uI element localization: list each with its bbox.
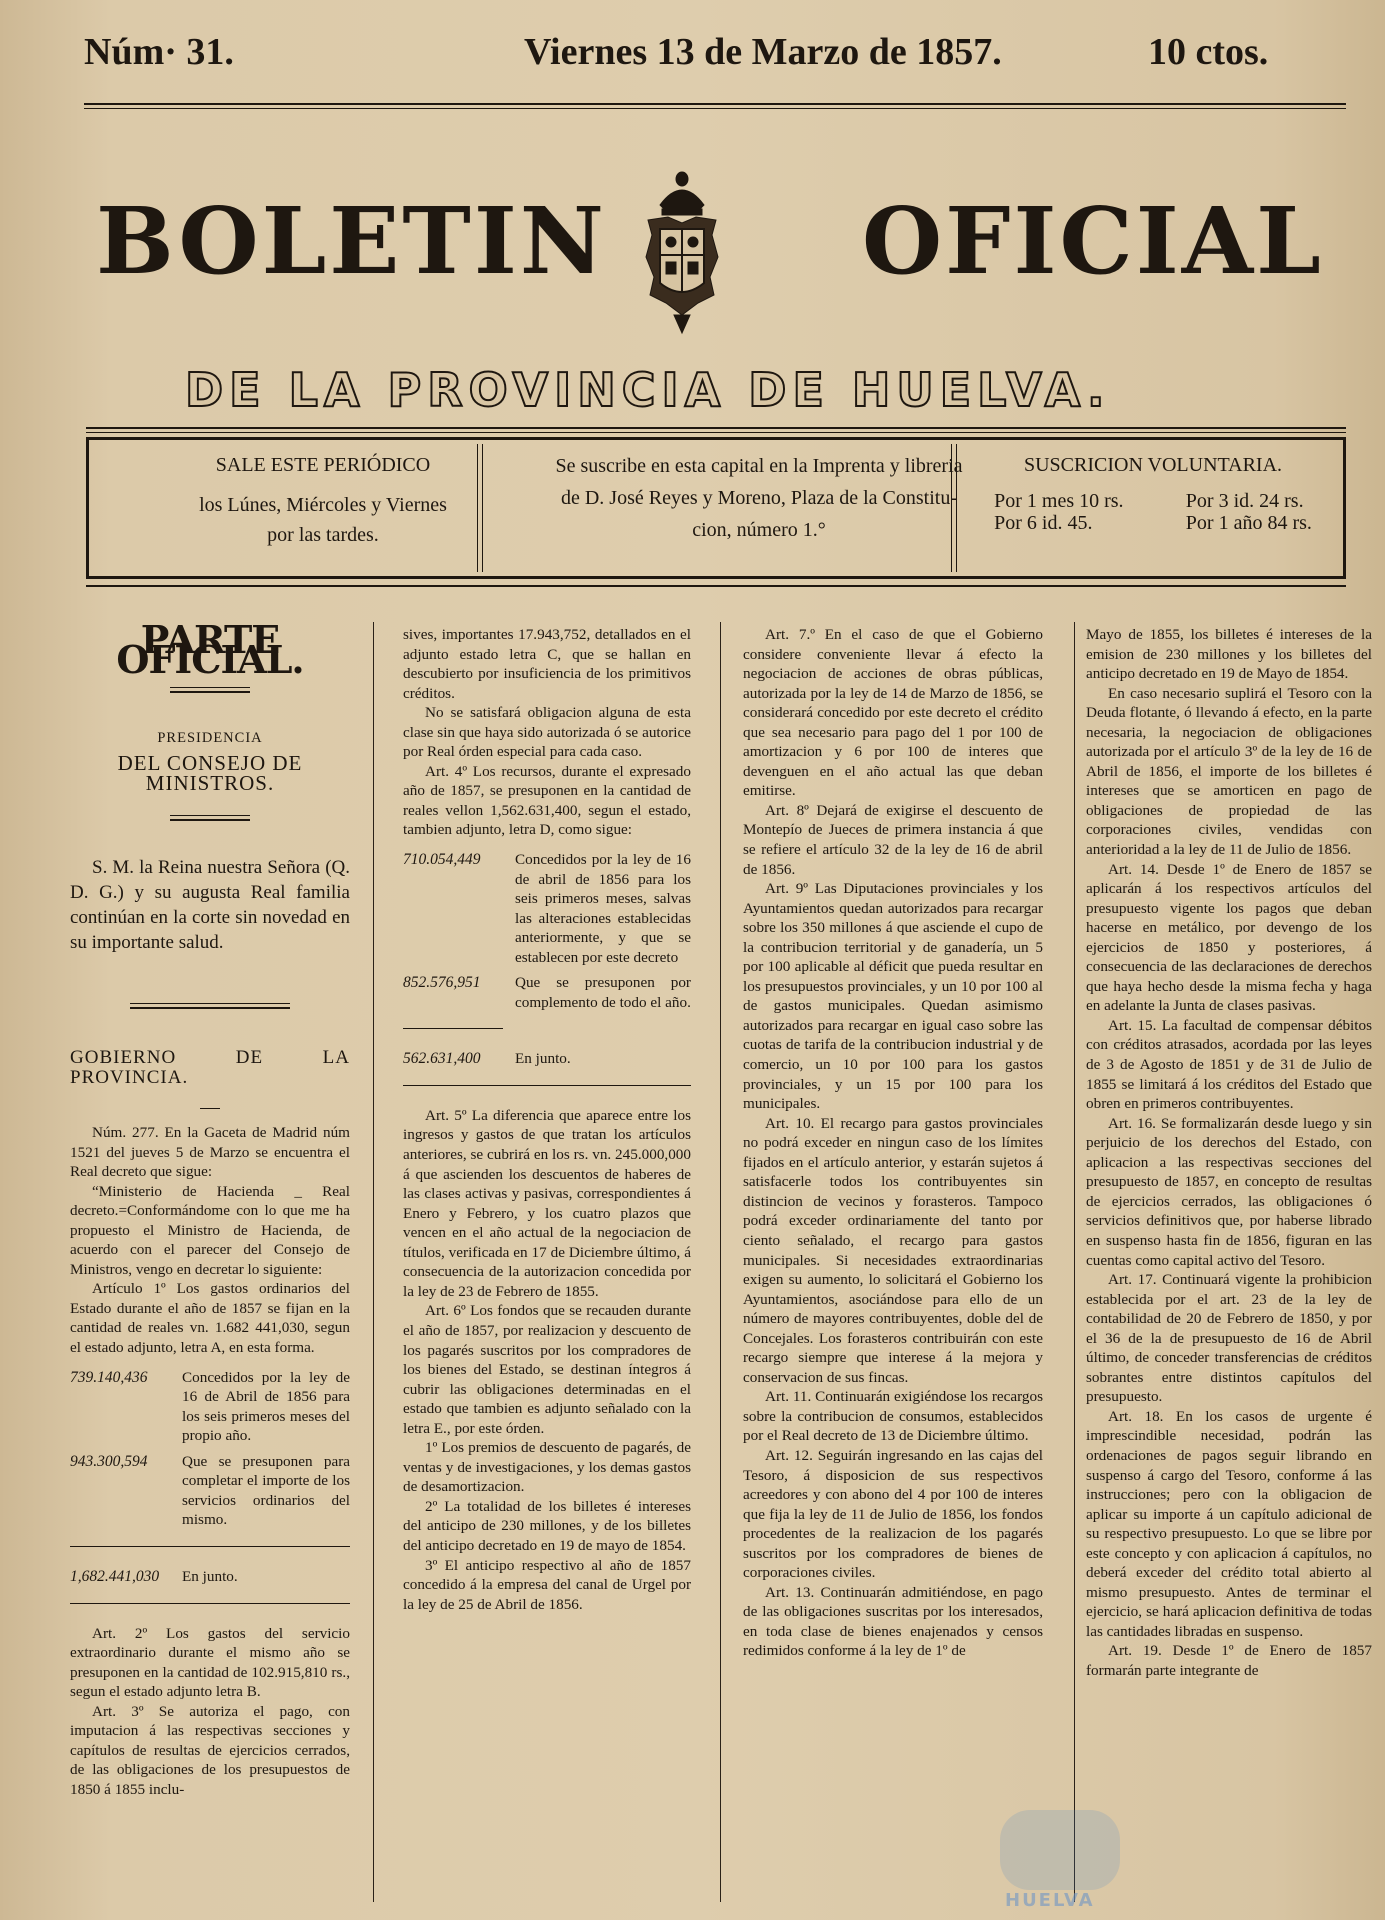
place-line-2: de D. José Reyes y Moreno, Plaza de la Constitu- <box>560 487 958 509</box>
revenue-row <box>403 850 691 967</box>
paragraph: Art. 19. Desde 1º de Enero de 1857 formarán parte integrante de <box>1086 1642 1372 1679</box>
paragraph: Art. 9º Las Diputaciones provinciales y los Ayuntamientos quedan autorizados para recargar sobre los 350 millones á que asciende el cupo de la contribucion territorial y de ganadería, un 5 por 100 aplicable al déficit que pueda resultar en los presupuestos provinciales, y un 10 por 100 al de gastos municipales. Quedan asimismo autorizados para recargar en igual caso sobre las cuotas de tarifa de la contribucion industrial y de comercio, un 10 por 100 para los gastos provinciales, y un 15 por 100 para los municipales. <box>743 880 1043 1113</box>
paragraph: 2º La totalidad de los billetes é intereses del anticipo de 230 millones, y de los billetes del anticipo decretado en 19 de mayo de 1854. <box>403 1497 691 1554</box>
schedule-title: SALE ESTE PERIÓDICO <box>215 454 431 476</box>
paragraph: Art. 14. Desde 1º de Enero de 1857 se aplicarán á los respectivos artículos del presupuesto vigente los pagos que deban hacerse en metálico, por devengo de los ejercicios de 1850 y posteriores, á consecuencia de las declaraciones de derechos que haya hecho desde la misma fecha y haga en adelante la Junta de clases pasivas. <box>1086 860 1372 1015</box>
budget-description: Que se presuponen para completar el importe de los servicios ordinarios del mismo. <box>182 1452 350 1529</box>
paragraph: Art. 3º Se autoriza el pago, con imputacion á las respectivas secciones y capítulos de resultas de ejercicios cerrados, de las obligaciones de los presupuestos de 1850 á 1855 inclu- <box>70 1702 350 1798</box>
ornament <box>70 1095 350 1115</box>
schedule-time: por las tardes. <box>267 524 379 546</box>
paragraph: Art. 2º Los gastos del servicio extraordinario durante el mismo año se presuponen en la cantidad de 102.915,810 rs., segun el estado adjunto letra B. <box>70 1624 350 1701</box>
masthead-line <box>84 30 1345 80</box>
masthead-rule-thin <box>84 108 1346 109</box>
price-1-month: Por 1 mes 10 rs. <box>994 490 1124 512</box>
revenue-total-label: En junto. <box>515 1050 571 1068</box>
paragraph: Art. 15. La facultad de compensar débitos con créditos atrasados, acordada por las leyes de 3 de Agosto de 1851 y de 31 de Julio de 1855 se limitará á los créditos del Estado que obren en primeros contribuyentes. <box>1086 1016 1372 1113</box>
budget-description: Concedidos por la ley de 16 de Abril de 1856 para los seis primeros meses del propio año. <box>182 1368 350 1445</box>
paragraph: Art. 5º La diferencia que aparece entre los ingresos y gastos de que tratan los artículos anteriores, se cubrirá en los rs. vn. 245.000,000 á que ascienden los descuentos de haberes de las clases activas y pasivas, correspondientes á Enero y Febrero, y los cuatro plazos que vencen en el año actual de la negociacion de títulos, verificada en 17 de Diciembre último, á consecuencia de la autorizacion concedida por la ley de 23 de Febrero de 1855. <box>403 1106 691 1300</box>
budget-row <box>70 1452 350 1530</box>
revenue-amount: 852.576,951 <box>403 974 481 992</box>
column-rule-3 <box>1074 622 1075 1902</box>
paragraph: Mayo de 1855, los billetes é intereses de la emision de 230 millones y los billetes del anticipo decretado en 19 de Mayo de 1854. <box>1086 626 1372 683</box>
revenue-amount: 710.054,449 <box>403 851 481 869</box>
paragraph: En caso necesario suplirá el Tesoro con la Deuda flotante, ó llevando á efecto, en la parte necesaria, la negociacion de obligaciones autorizada por el artículo 3º de la ley de 16 de Abril de 1856, el importe de los billetes é intereses que se amorticen en pago de obligaciones de propiedad de las corporaciones civiles, vendidas con anterioridad a la ley de 11 de Julio de 1856. <box>1086 684 1372 859</box>
revenue-description: Que se presuponen por complemento de todo el año. <box>515 974 691 1011</box>
revenue-row <box>403 973 691 1012</box>
budget-amount: 943.300,594 <box>70 1452 148 1470</box>
issue-date: Viernes 13 de Marzo de 1857. <box>524 31 1002 73</box>
paragraph: No se satisfará obligacion alguna de esta clase sin que haya sido autorizada ó se autorice por Real órden especial para cada caso. <box>403 704 691 761</box>
prices-title: SUSCRICION VOLUNTARIA. <box>1023 454 1283 476</box>
budget-total-amount: 1,682.441,030 <box>70 1567 160 1585</box>
info-bottom-rule <box>86 585 1346 587</box>
revenue-description: Concedidos por la ley de 16 de abril de 1856 para los seis primeros meses, salvas las alteraciones establecidas anteriormente, y que se establecen por este decreto <box>515 851 691 966</box>
archive-stamp-label: HUELVA <box>1005 1890 1095 1911</box>
issue-number: Núm· 31. <box>84 31 234 73</box>
column-4 <box>1086 625 1372 1681</box>
paragraph: 1º Los premios de descuento de pagarés, de ventas y de investigaciones, y los demas gastos de desamortizacion. <box>403 1439 691 1496</box>
gobierno-heading: GOBIERNO DE LA PROVINCIA. <box>70 1047 350 1088</box>
price-6-months: Por 6 id. 45. <box>994 512 1093 534</box>
royal-coat-of-arms-icon <box>638 165 726 335</box>
paragraph: Art. 6º Los fondos que se recauden durante el año de 1857, por realizacion y descuento de los pagarés suscritos por los compradores de los bienes del Estado, se destinan íntegros á cubrir las obligaciones determinadas en el estado que tambien es adjunto señalado con la letra E., por este órden. <box>403 1302 691 1437</box>
schedule-days: los Lúnes, Miércoles y Viernes <box>199 494 447 516</box>
price-3-months: Por 3 id. 24 rs. <box>1185 490 1304 512</box>
title-boletin: BOLETIN <box>96 187 608 295</box>
paragraph: Núm. 277. En la Gaceta de Madrid núm 1521 del jueves 5 de Marzo se encuentra el Real decreto que sigue: <box>70 1124 350 1181</box>
paragraph: Art. 7.º En el caso de que el Gobierno considere conveniente llevar á efecto la negociacion de acciones de obras públicas, autorizada por la ley de 14 de Marzo de 1856, se considerará concedido por este decreto el crédito que sea necesario para pago del 1 por 100 de amortizacion y 6 por 100 de interes que devenguen en el año actual las que deban emitirse. <box>743 626 1043 800</box>
paragraph: “Ministerio de Hacienda _ Real decreto.=Conformándome con lo que me ha propuesto el Ministro de Hacienda, de acuerdo con el parecer del Consejo de Ministros, vengo en decretar lo siguiente: <box>70 1182 350 1278</box>
divider <box>403 1085 691 1086</box>
divider <box>70 1546 350 1547</box>
paragraph: Art. 4º Los recursos, durante el expresado año de 1857, se presuponen en la cantidad de reales vellon 1,562.631,400, segun el estado, tambien adjunto, letra D, como sigue: <box>403 762 691 839</box>
subtitle-provincia: DE LA PROVINCIA DE HUELVA. <box>185 363 1111 417</box>
revenue-total-row <box>403 1049 691 1069</box>
consejo-heading: DEL CONSEJO DE MINISTROS. <box>117 751 303 795</box>
paragraph: 3º El anticipo respectivo al año de 1857 concedido á la empresa del canal de Urgel por la ley de 25 de Abril de 1856. <box>403 1556 691 1613</box>
info-prices <box>963 450 1343 534</box>
section-heading: PARTE OFICIAL. <box>116 617 304 682</box>
header-rule <box>86 427 1346 429</box>
paragraph: Art. 13. Continuarán admitiéndose, en pago de las obligaciones suscritas por los interesados, en toda clase de bienes enajenados y censos redimidos conforme á la ley de 1º de <box>743 1583 1043 1660</box>
ornament <box>70 995 350 1015</box>
paragraph: sives, importantes 17.943,752, detallados en el adjunto estado letra C, que se hallan en descubierto por insuficiencia de los primitivos créditos. <box>403 626 691 702</box>
column-1 <box>70 618 350 1799</box>
budget-amount: 739.140,436 <box>70 1368 148 1386</box>
paragraph: Art. 10. El recargo para gastos provinciales no podrá exceder en ningun caso de los límites fijados en el artículo anterior, y estarán sujetos á satisfacerle todos los contribuyentes sin distincion de vecinos y forasteros. Tampoco podrá exceder ordinariamente del tanto por ciento señalado, el recargo para gastos municipales. Si necesidades extraordinarias exigen su aumento, lo solicitará el Gobierno los Ayuntamientos, asociándose para ello de un número de mayores contribuyentes, doble del de Concejales. Los forasteros contribuirán con este recargo siempre que interese á la mejora y conservacion de sus fincas. <box>743 1114 1043 1386</box>
info-separator-2 <box>951 444 957 572</box>
budget-row <box>70 1368 350 1446</box>
divider <box>70 1603 350 1604</box>
revenue-total-amount: 562.631,400 <box>403 1050 481 1068</box>
masthead-rule <box>84 103 1346 105</box>
paragraph: Art. 8º Dejará de exigirse el descuento de Montepío de Jueces de primera instancia á que se refiere el artículo 32 de la ley de 16 de abril de 1856. <box>743 801 1043 878</box>
column-3 <box>743 625 1043 1661</box>
subscription-info-box <box>86 437 1346 579</box>
column-rule-1 <box>373 622 374 1902</box>
budget-total-label: En junto. <box>182 1567 238 1585</box>
paragraph: Artículo 1º Los gastos ordinarios del Estado durante el año de 1857 se fijan en la cantidad de reales vn. 1.682 441,030, segun el estado adjunto, letra A, en esta forma. <box>70 1280 350 1357</box>
reina-notice: S. M. la Reina nuestra Señora (Q. D. G.) y su augusta Real familia continúan en la corte sin novedad en su importante salud. <box>70 856 350 953</box>
archive-stamp-icon <box>1000 1810 1120 1890</box>
presidencia-heading: PRESIDENCIA <box>157 729 263 746</box>
price-1-year: Por 1 año 84 rs. <box>1185 512 1312 534</box>
info-subscription-place <box>489 450 1029 546</box>
column-2 <box>403 625 691 1614</box>
divider <box>403 1028 503 1029</box>
place-line-1: Se suscribe en esta capital en la Imprenta y libreria <box>555 455 963 477</box>
column-rule-2 <box>720 622 721 1902</box>
paragraph: Art. 17. Continuará vigente la prohibicion establecida por el art. 23 de la ley de contabilidad de 20 de Febrero de 1850, y por el 36 de la de presupuesto de 16 de Abril último, de conceder transferencias de créditos sobrantes entre distintos capítulos del presupuesto. <box>1086 1271 1372 1406</box>
paragraph: Art. 16. Se formalizarán desde luego y sin perjuicio de los derechos del Estado, con aplicacion a las respectivas secciones del presupuesto de 1857, en concepto de resultas de ejercicios cerrados, las obligaciones ó servicios definitivos que, por haberse librado en suspenso hasta fin de 1856, figuran en las cuentas como capital activo del Tesoro. <box>1086 1114 1372 1269</box>
paragraph: Art. 11. Continuarán exigiéndose los recargos sobre la contribucion de consumos, establecidos por el Real decreto de 13 de Diciembre último. <box>743 1388 1043 1445</box>
paragraph: Art. 12. Seguirán ingresando en las cajas del Tesoro, á disposicion de sus respectivos acreedores y con abono del 4 por 100 de interes que fija la ley de 11 de Julio de 1856, los fondos procedentes de la realizacion de los pagarés suscritos por los compradores de bienes de corporaciones civiles. <box>743 1446 1043 1582</box>
paragraph: Art. 18. En los casos de urgente é imprescindible necesidad, podrán las ordenaciones de pagos seguir librando en suspenso á cargo del Tesoro, conforme á las instrucciones; pero con la obligacion de aplicar su importe á un capítulo adicional de su respectivo presupuesto. Lo que se libre por este concepto y con aplicacion á capítulos, no deberá exceder del crédito total abierto al mismo presupuesto. Antes de terminar el ejercicio, se hará aplicacion definitiva de todas las cantidades libradas en suspenso. <box>1086 1407 1372 1640</box>
ornament <box>70 807 350 827</box>
header-rule-thin <box>86 432 1346 433</box>
info-separator-1 <box>477 444 483 572</box>
place-line-3: cion, número 1.° <box>692 519 826 541</box>
issue-price: 10 ctos. <box>1148 31 1269 73</box>
title-oficial: OFICIAL <box>862 187 1324 295</box>
budget-total-row <box>70 1567 350 1587</box>
ornament <box>70 679 350 699</box>
